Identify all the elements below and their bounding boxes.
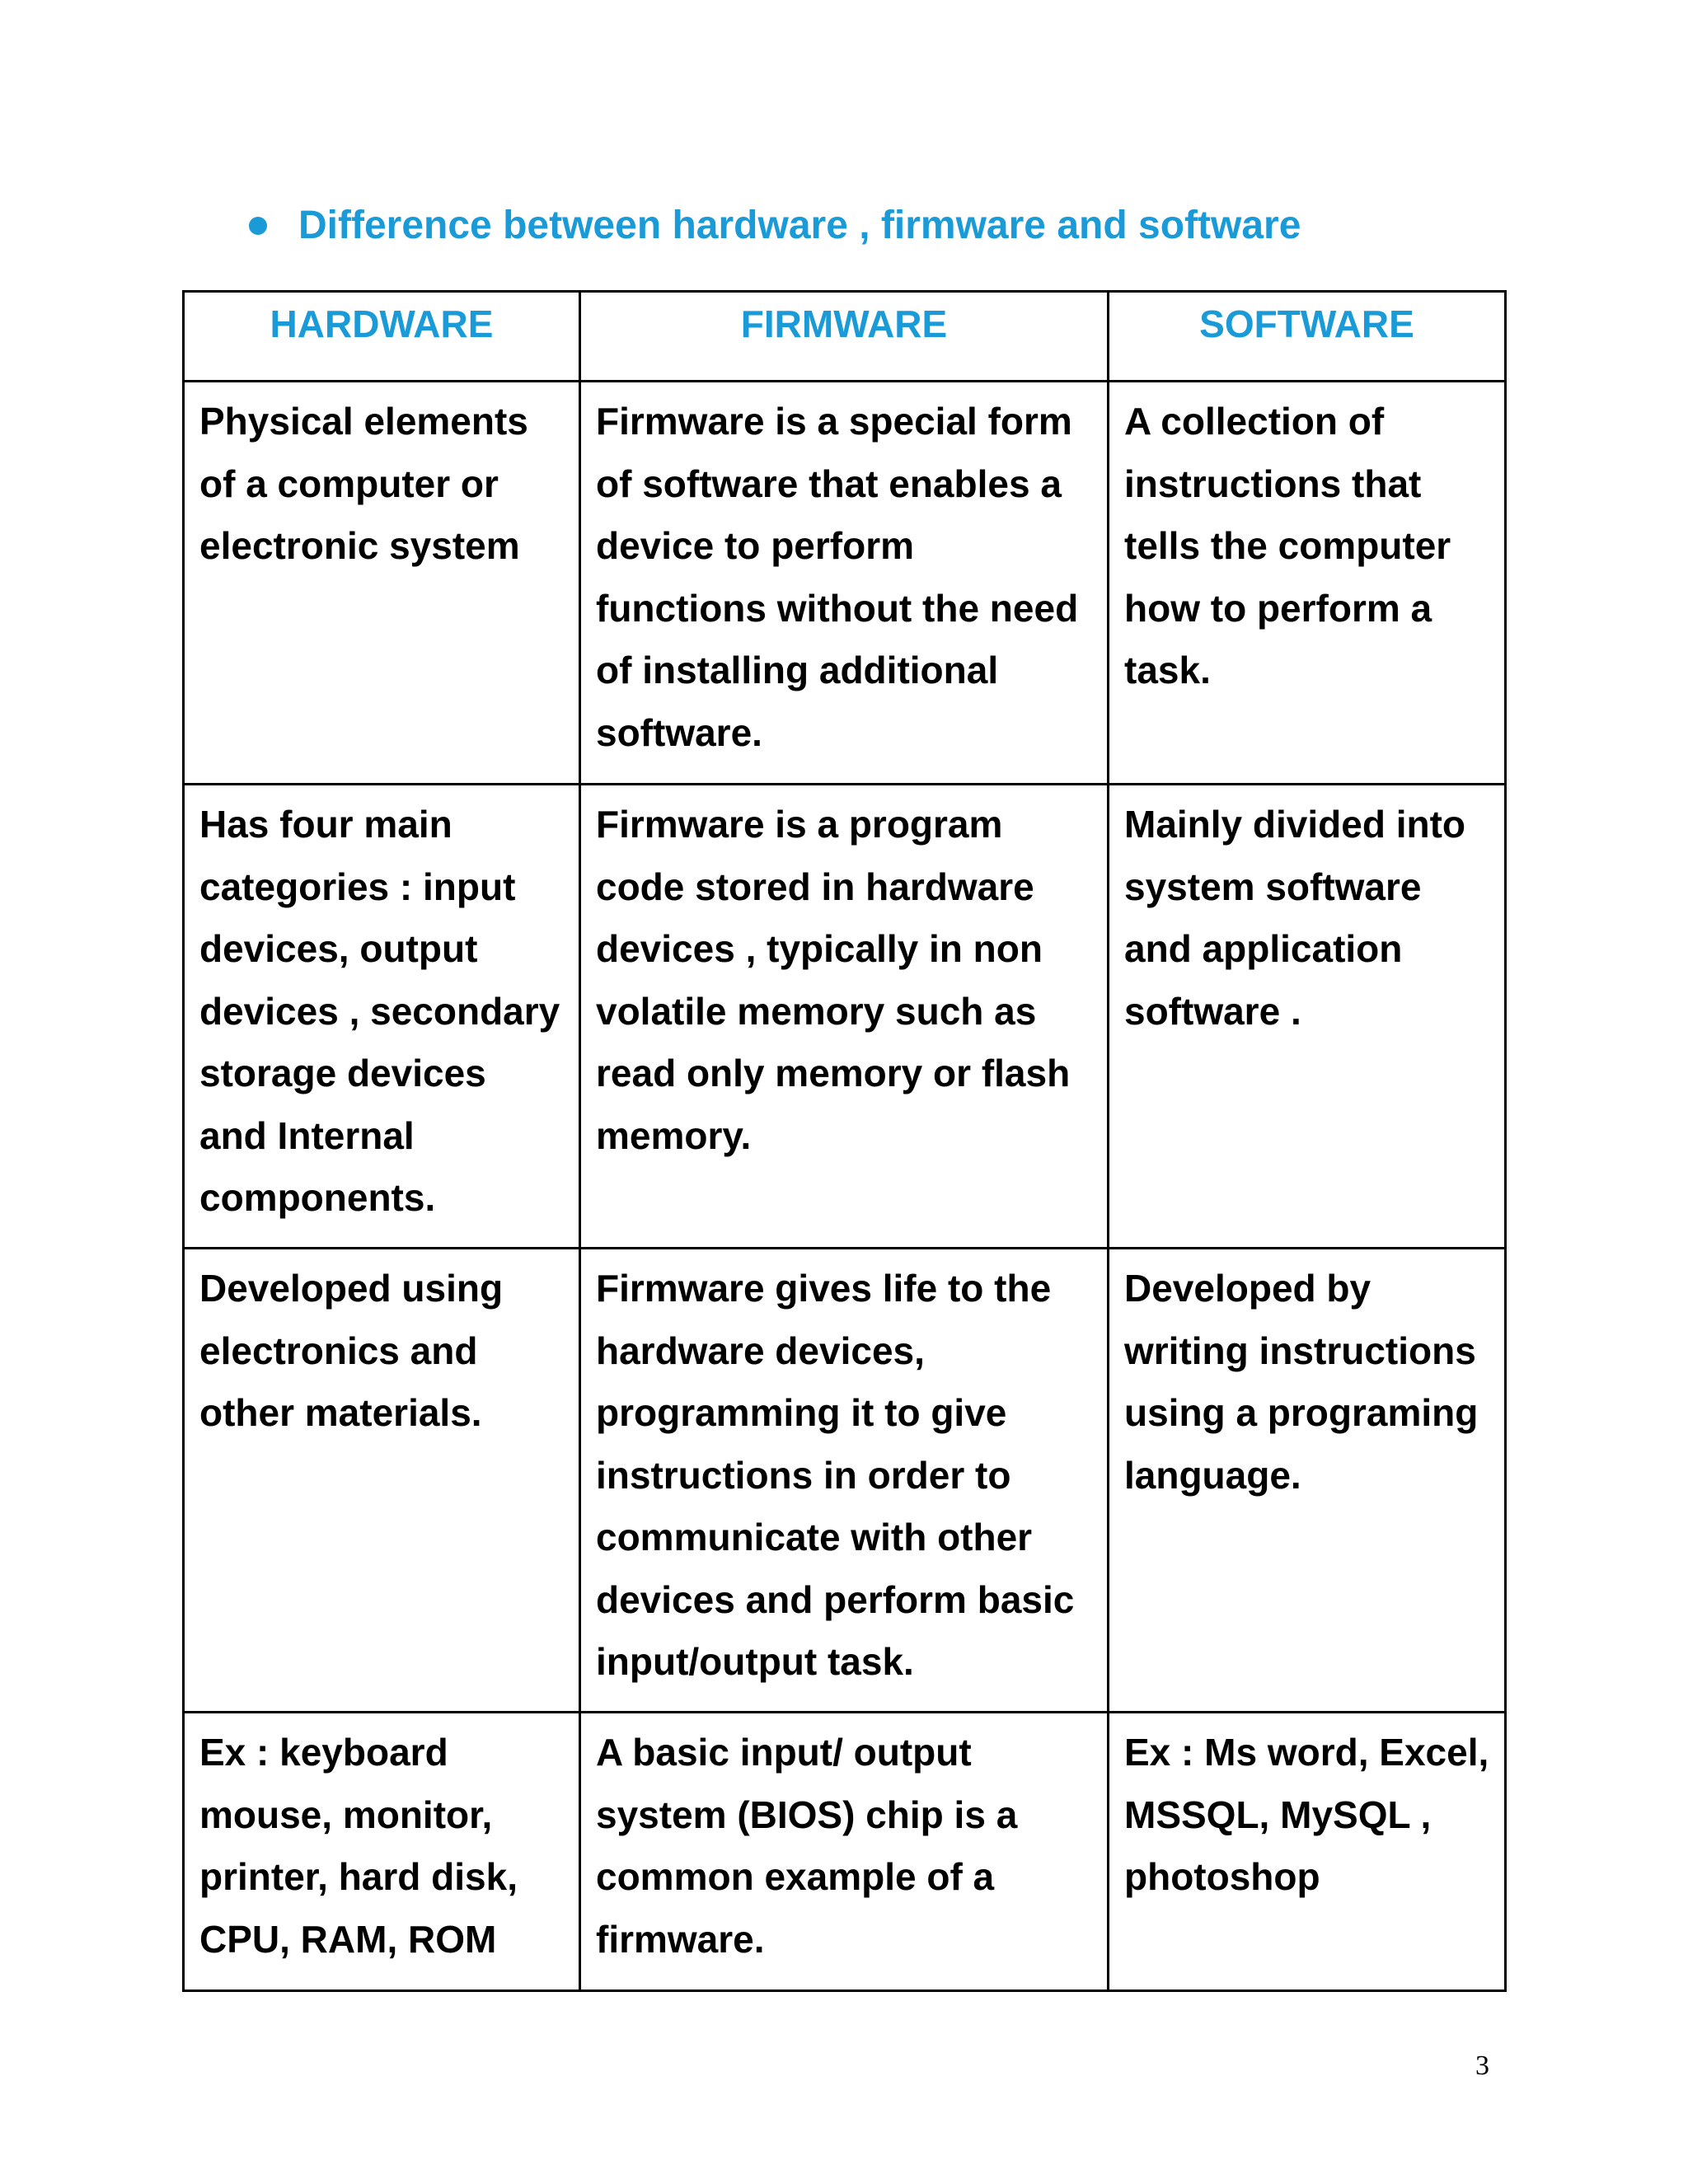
cell-firmware: Firmware gives life to the hardware devices, programming it to give instructions in order to communicate with other devices and perform basic input/output task. (580, 1249, 1109, 1713)
cell-firmware: Firmware is a program code stored in hardware devices , typically in non volatile memory such as read only memory or flash memory. (580, 785, 1109, 1249)
cell-software: Mainly divided into system software and application software . (1109, 785, 1506, 1249)
cell-firmware: A basic input/ output system (BIOS) chip is a common example of a firmware. (580, 1713, 1109, 1991)
cell-software: Developed by writing instructions using a programing language. (1109, 1249, 1506, 1713)
heading-text: Difference between hardware , firmware and software (298, 204, 1301, 247)
cell-hardware: Has four main categories : input devices, output devices , secondary storage devices and Internal components. (184, 785, 580, 1249)
table-row (184, 1249, 1506, 1713)
table-header-row (184, 292, 1506, 382)
table-row (184, 1713, 1506, 1991)
header-software: SOFTWARE (1109, 292, 1506, 382)
cell-hardware: Developed using electronics and other materials. (184, 1249, 580, 1713)
page-number: 3 (1475, 2050, 1489, 2081)
cell-hardware: Ex : keyboard mouse, monitor, printer, hard disk, CPU, RAM, ROM (184, 1713, 580, 1991)
cell-software: Ex : Ms word, Excel, MSSQL, MySQL , photoshop (1109, 1713, 1506, 1991)
cell-firmware: Firmware is a special form of software that enables a device to perform functions without the need of installing additional software. (580, 382, 1109, 785)
bullet-dot-icon (249, 217, 267, 235)
header-hardware: HARDWARE (184, 292, 580, 382)
header-firmware: FIRMWARE (580, 292, 1109, 382)
table-row (184, 785, 1506, 1249)
cell-software: A collection of instructions that tells the computer how to perform a task. (1109, 382, 1506, 785)
cell-hardware: Physical elements of a computer or electronic system (184, 382, 580, 785)
section-heading (249, 203, 1301, 248)
comparison-table (182, 290, 1507, 1992)
table-row (184, 382, 1506, 785)
